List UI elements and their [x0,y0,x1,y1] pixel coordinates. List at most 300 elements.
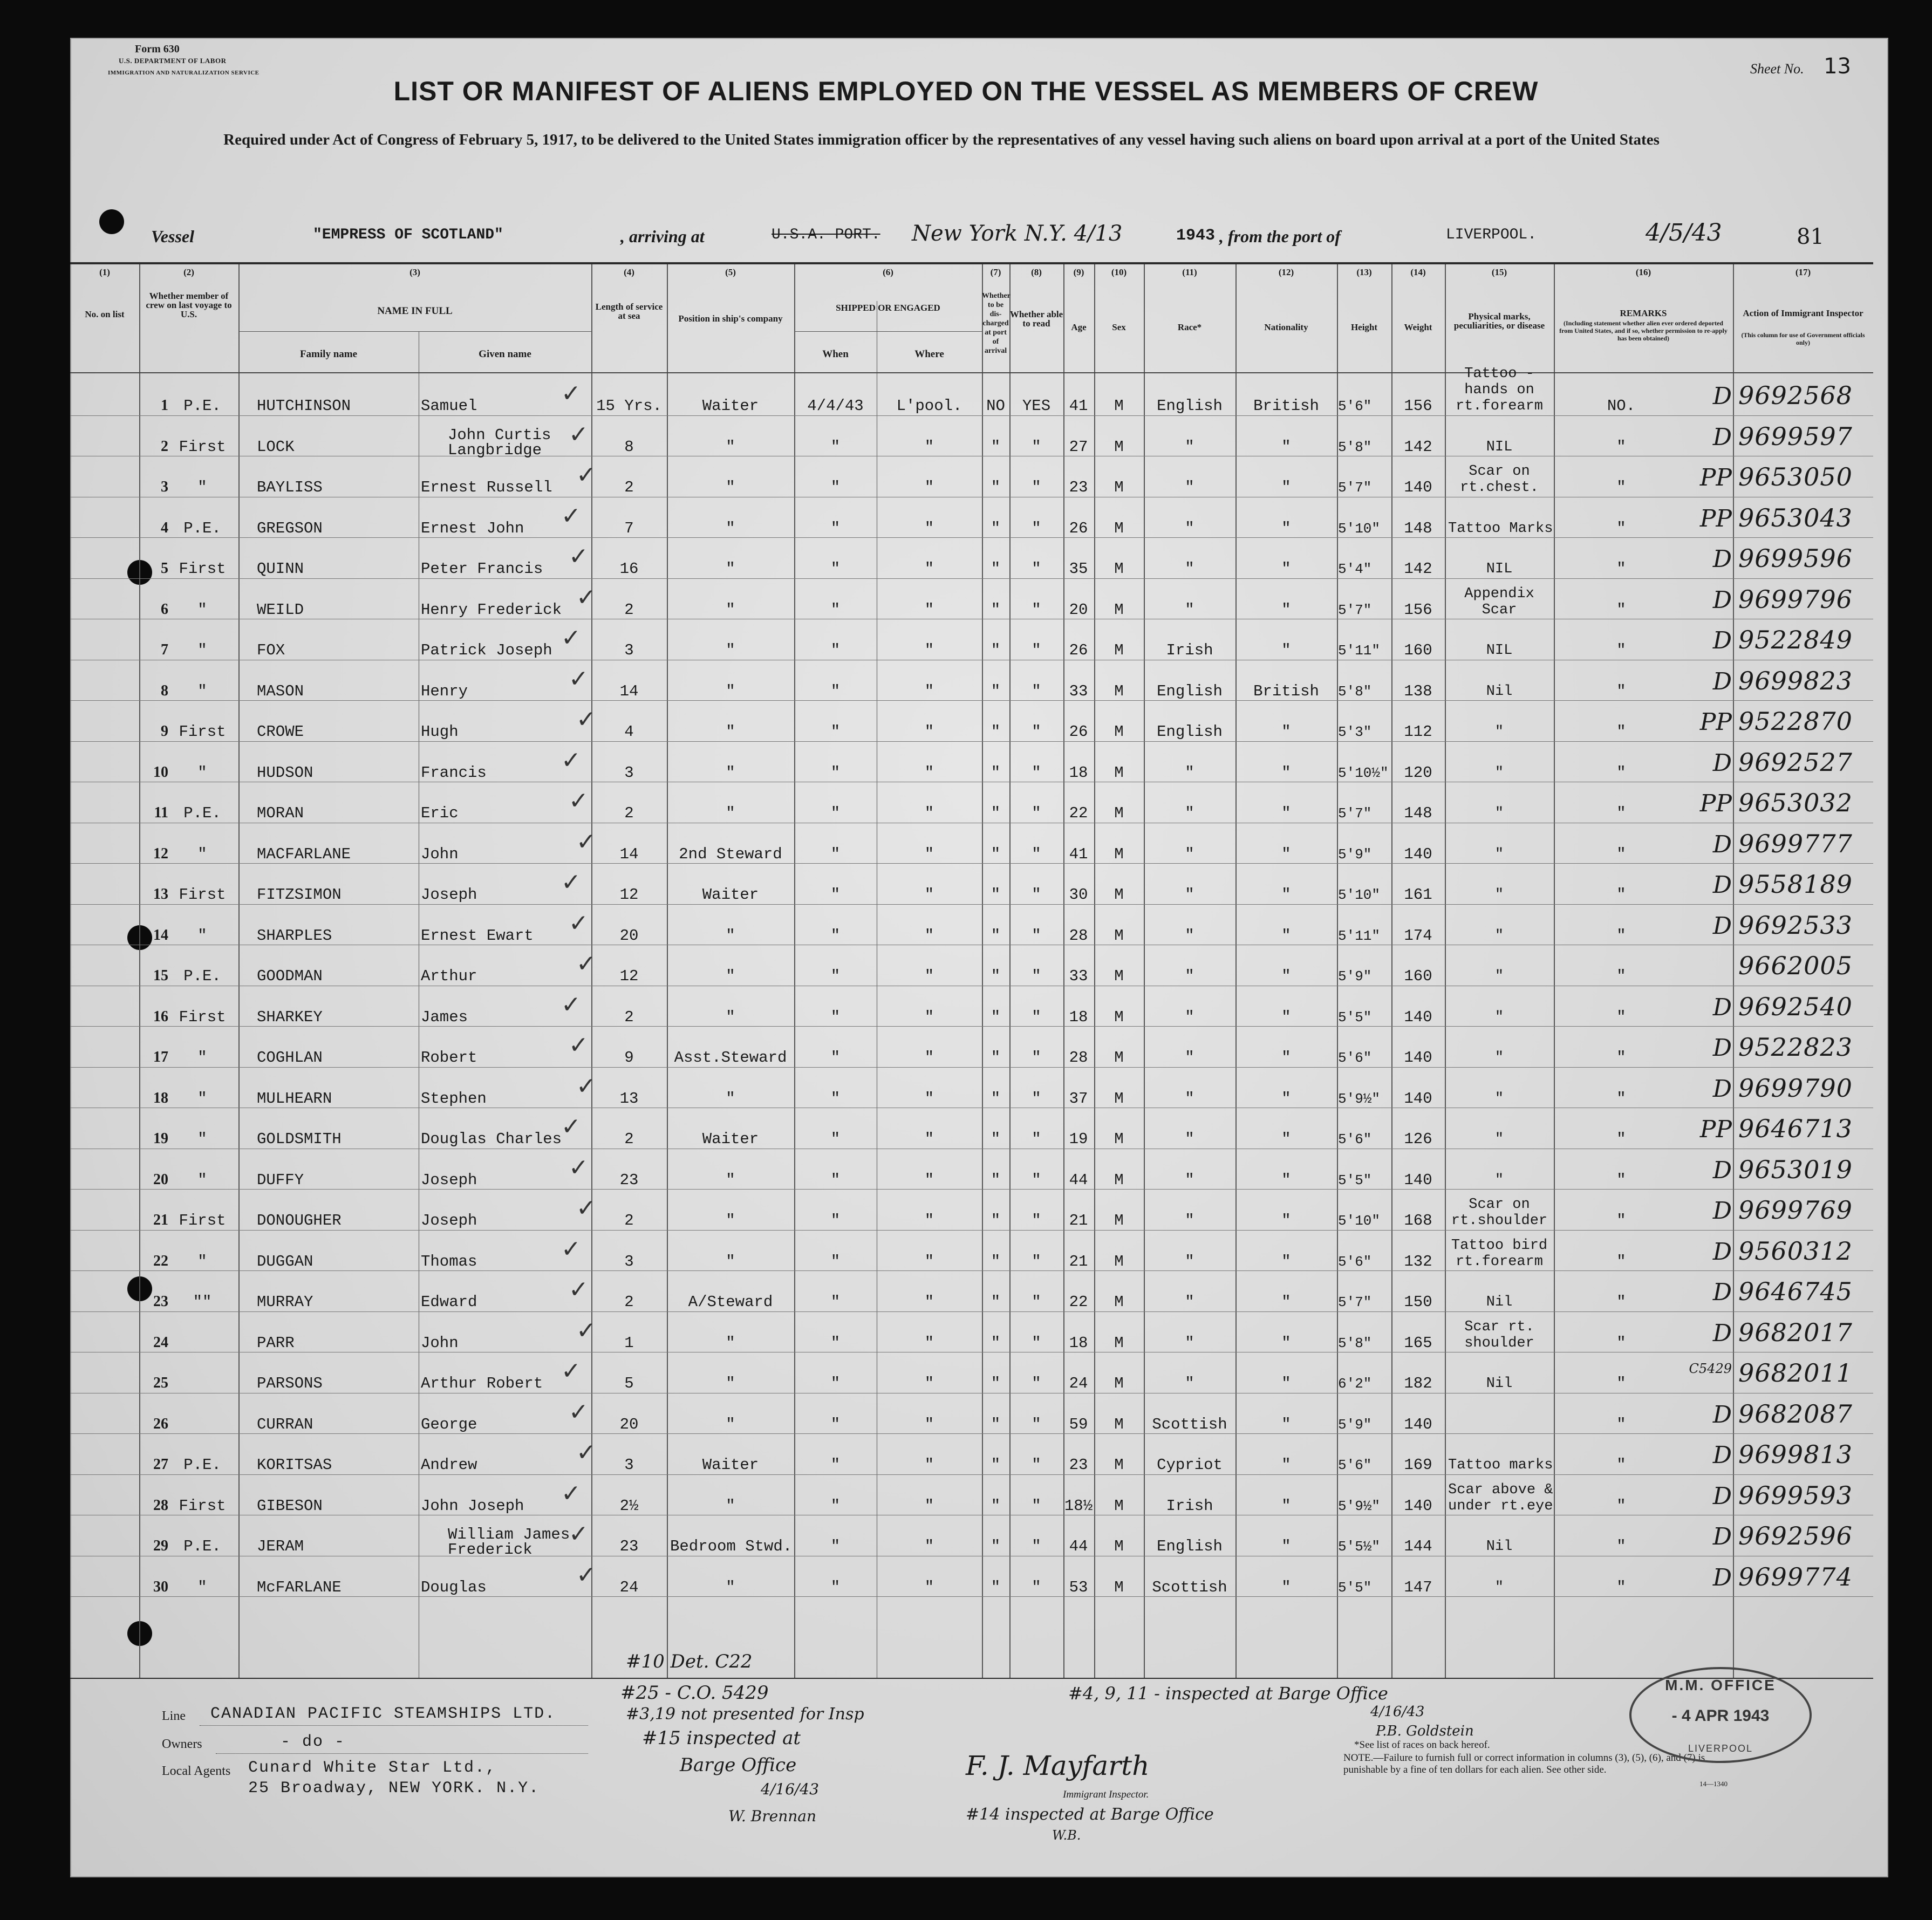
row-number: 20 [153,1171,168,1188]
inspector-action-number: 9692568 [1738,381,1853,410]
cell-sex: M [1114,1293,1124,1311]
header-family-name: Family name [299,349,358,360]
cell-remarks: " [1616,1578,1626,1596]
cell-when: " [830,1252,841,1270]
owners-label: Owners [162,1737,202,1751]
stamp-date: - 4 APR 1943 [1671,1707,1770,1725]
cell-prev: " [197,845,207,863]
cell-disch: " [991,886,1001,904]
cell-age: 28 [1069,926,1088,945]
cell-when: " [830,1130,841,1148]
inspector-mark: D [1712,1075,1732,1103]
row-rule [70,1596,1873,1597]
cell-age: 59 [1069,1415,1088,1433]
check-mark-icon: ✓ [569,665,589,693]
cell-when: " [830,1578,841,1596]
cell-race: " [1185,1049,1194,1067]
name-header-rule [238,331,591,332]
department-name: U.S. DEPARTMENT OF LABOR [119,57,227,65]
cell-weight: 165 [1404,1334,1432,1352]
cell-given: Joseph [421,886,477,904]
cell-prev: First [179,723,226,741]
cell-family: PARSONS [257,1375,323,1392]
manifest-footer [81,1651,1861,1877]
cell-prev: " [197,1049,207,1067]
cell-sex: M [1114,1578,1124,1596]
cell-race: Irish [1166,1497,1213,1515]
cell-remarks: " [1616,763,1626,782]
check-mark-icon: ✓ [576,828,596,856]
row-number: 29 [153,1538,168,1554]
column-number: (11) [1182,267,1197,277]
cell-where: " [924,682,934,700]
cell-given: Ernest Ewart [421,926,534,945]
row-number: 23 [153,1293,168,1310]
column-number: (5) [725,267,736,277]
cell-remarks: " [1616,438,1626,456]
cell-given-line2: Frederick [448,1541,533,1559]
cell-phys: " [1494,1090,1504,1107]
row-number: 8 [161,682,168,699]
header-discharged: Whether to be dis-charged at port of arrival [982,292,1011,355]
cell-prev: " [197,1089,207,1108]
cell-phys: NIL [1486,439,1513,455]
cell-height: 5'8" [1338,683,1372,700]
cell-read: " [1032,1415,1041,1433]
year: 1943 [1176,227,1216,245]
inspector-action-number: 9653032 [1738,788,1853,817]
check-mark-icon: ✓ [569,1520,589,1548]
cell-phys: " [1494,968,1504,985]
cell-prev: First [179,560,226,578]
column-rule [1554,264,1555,1678]
cell-position: Waiter [702,886,759,904]
cell-family: GOODMAN [257,967,323,985]
row-number: 15 [153,967,168,984]
inspector-action-number: 9522823 [1738,1033,1853,1062]
column-rule [667,264,668,1678]
cell-weight: 112 [1404,723,1432,741]
cell-age: 26 [1069,723,1088,741]
cell-height: 5'5" [1338,1579,1372,1596]
cell-given: John [421,1334,459,1352]
column-rule [139,264,140,1678]
cell-weight: 148 [1404,804,1432,822]
cell-remarks: " [1616,600,1626,619]
cell-disch: " [991,641,1001,659]
cell-family: HUDSON [257,763,313,782]
inspector-action-number: 9662005 [1738,951,1853,980]
document-title: LIST OR MANIFEST OF ALIENS EMPLOYED ON THE VESSEL AS MEMBERS OF CREW [393,76,1539,106]
column-rule [1445,264,1446,1678]
column-number: (12) [1278,267,1294,277]
cell-read: " [1032,1375,1041,1392]
cell-position: Bedroom Stwd. [670,1538,793,1555]
cell-disch: " [991,763,1001,782]
cell-phys: " [1494,1009,1504,1026]
cell-position: " [726,682,735,700]
cell-family: MULHEARN [257,1089,332,1108]
cell-weight: 144 [1404,1538,1432,1555]
inspector-mark: PP [1699,504,1732,532]
check-mark-icon: ✓ [561,1113,581,1140]
cell-when: " [830,967,841,985]
cell-where: " [924,560,934,578]
column-number: (6) [883,267,893,277]
cell-disch: " [991,1497,1001,1515]
cell-where: " [924,1130,934,1148]
cell-service: 3 [624,1456,634,1474]
cell-remarks: " [1616,1252,1626,1270]
cell-age: 22 [1069,804,1088,822]
line-label: Line [162,1709,186,1723]
header-name-in-full: NAME IN FULL [377,305,453,317]
cell-race: English [1157,682,1223,700]
cell-sex: M [1114,600,1124,619]
cell-age: 41 [1069,397,1088,415]
cell-read: " [1032,845,1041,863]
check-mark-icon: ✓ [576,706,596,733]
row-rule [70,1230,1873,1231]
cell-phys: Scar above & under rt.eye [1448,1481,1553,1514]
from-label: , from the port of [1219,227,1341,246]
check-mark-icon: ✓ [561,869,581,896]
check-mark-icon: ✓ [576,1072,596,1100]
cell-read: " [1032,1456,1041,1474]
cell-nat: " [1281,1008,1291,1026]
check-mark-icon: ✓ [561,1357,581,1385]
row-number: 12 [153,845,168,862]
check-mark-icon: ✓ [569,543,589,570]
check-mark-icon: ✓ [576,1561,596,1589]
cell-age: 20 [1069,600,1088,619]
cell-where: " [924,1334,934,1352]
check-mark-icon: ✓ [576,950,596,978]
cell-nat: " [1281,560,1291,578]
cell-disch: " [991,1538,1001,1555]
sheet-label: Sheet No. [1750,61,1804,77]
cell-where: " [924,886,934,904]
cell-given-line2: Langbridge [448,441,542,459]
cell-position: " [726,438,735,456]
cell-height: 5'10½" [1338,764,1389,781]
check-mark-icon: ✓ [561,624,581,652]
cell-when: " [830,1456,841,1474]
cell-remarks: " [1616,845,1626,863]
cell-given: Ernest Russell [421,479,552,496]
cell-read: " [1032,1130,1041,1148]
cell-disch: " [991,479,1001,496]
cell-sex: M [1114,926,1124,945]
cell-prev: First [179,1497,226,1515]
cell-position: " [726,967,735,985]
row-rule [70,700,1873,701]
cell-family: WEILD [257,600,304,619]
check-mark-icon: ✓ [561,990,581,1019]
cell-read: " [1032,723,1041,741]
cell-nat: " [1281,1415,1291,1433]
cell-when: " [830,1049,841,1067]
column-number: (1) [99,267,110,277]
vessel-line [81,219,1824,250]
cell-where: " [924,1375,934,1392]
inspector-mark: C5429 [1689,1361,1732,1376]
row-number: 6 [161,600,168,618]
cell-race: " [1185,519,1194,537]
cell-sex: M [1114,804,1124,822]
row-number: 11 [154,804,168,821]
cell-phys: Scar on rt.shoulder [1451,1197,1548,1229]
cell-read: " [1032,438,1041,456]
cell-service: 8 [624,438,634,456]
cell-phys: " [1494,887,1504,903]
cell-height: 5'7" [1338,480,1372,496]
cell-given: Joseph [421,1212,477,1229]
cell-position: Waiter [702,1456,759,1474]
cell-given: Hugh [421,723,459,741]
inspector-mark: D [1712,1279,1732,1306]
header-where: Where [914,349,944,360]
note-15-signature: W. Brennan [728,1807,817,1825]
inspector-mark: PP [1699,790,1732,817]
cell-race: " [1185,886,1194,904]
cell-family: SHARKEY [257,1008,323,1026]
cell-height: 5'5" [1338,1172,1372,1188]
cell-position: " [726,926,735,945]
row-number: 5 [161,560,168,577]
cell-prev: P.E. [183,967,221,985]
cell-sex: M [1114,845,1124,863]
inspector-action-number: 9699593 [1738,1480,1853,1510]
cell-disch: " [991,1008,1001,1026]
header-nationality: Nationality [1264,322,1308,332]
cell-where: " [924,519,934,537]
cell-service: 3 [624,641,634,659]
cell-read: " [1032,600,1041,619]
cell-when: " [830,1334,841,1352]
header-action: Action of Immigrant Inspector [1743,308,1863,318]
cell-weight: 140 [1404,1089,1432,1108]
cell-disch: " [991,1578,1001,1596]
header-height: Height [1350,322,1378,332]
cell-position: Waiter [702,1130,759,1148]
cell-race: " [1185,763,1194,782]
owners-value: - do - [281,1733,346,1751]
cell-given: Francis [421,763,487,782]
cell-sex: M [1114,886,1124,904]
cell-phys: Nil [1486,1539,1513,1555]
column-number: (2) [183,267,194,277]
cell-where: " [924,1578,934,1596]
cell-where: " [924,1089,934,1108]
cell-service: 2 [624,1293,634,1311]
cell-age: 18 [1069,1334,1088,1352]
cell-position: A/Steward [688,1293,773,1311]
cell-height: 5'3" [1338,724,1372,740]
cell-sex: M [1114,1375,1124,1392]
note-inspected: #4, 9, 11 - inspected at Barge Office [1068,1683,1388,1704]
cell-service: 2 [624,600,634,619]
check-mark-icon: ✓ [561,380,581,407]
cell-nat: " [1281,438,1291,456]
row-number: 4 [161,519,168,536]
cell-weight: 161 [1404,886,1432,904]
cell-given: Eric [421,804,459,822]
row-number: 1 [161,397,168,414]
row-number: 13 [153,886,168,903]
cell-age: 18 [1069,1008,1088,1026]
cell-phys: Appendix Scar [1464,585,1534,618]
cell-read: " [1032,886,1041,904]
cell-age: 24 [1069,1375,1088,1392]
cell-given: John Joseph [421,1497,524,1515]
inspector-action-number: 9692527 [1738,747,1853,777]
inspector-mark: PP [1699,708,1732,736]
cell-prev: " [197,1130,207,1148]
cell-service: 2½ [619,1497,639,1515]
cell-given: Samuel [421,397,477,415]
cell-family: CROWE [257,723,304,741]
cell-height: 5'9½" [1338,1090,1381,1107]
row-number: 3 [161,479,168,495]
cell-phys: " [1494,724,1504,740]
inspector-action-number: 9558189 [1738,870,1853,899]
header-remarks: REMARKS [1620,308,1667,318]
cell-disch: " [991,1212,1001,1229]
cell-service: 23 [619,1171,639,1189]
inspector-action-number: 9699813 [1738,1440,1853,1469]
cell-given: Robert [421,1049,477,1067]
cell-prev: " [197,763,207,782]
inspector-mark: D [1712,545,1732,573]
cell-family: CURRAN [257,1415,313,1433]
cell-weight: 156 [1404,600,1432,619]
check-mark-icon: ✓ [561,1235,581,1263]
cell-prev: P.E. [183,519,221,537]
cell-nat: " [1281,886,1291,904]
cell-disch: " [991,926,1001,945]
cell-race: " [1185,1375,1194,1392]
row-number: 24 [153,1334,168,1351]
agents-address: 25 Broadway, NEW YORK. N.Y. [248,1779,540,1798]
cell-service: 4 [624,723,634,741]
check-mark-icon: ✓ [569,1153,589,1181]
inspector-action-number: 9699823 [1738,666,1853,695]
cell-given: John [421,845,459,863]
cell-remarks: " [1616,886,1626,904]
cell-race: " [1185,479,1194,496]
cell-where: " [924,967,934,985]
cell-weight: 140 [1404,1171,1432,1189]
cell-sex: M [1114,1089,1124,1108]
agents-value: Cunard White Star Ltd., [248,1759,497,1777]
cell-remarks: " [1616,682,1626,700]
cell-race: " [1185,967,1194,985]
cell-sex: M [1114,723,1124,741]
cell-sex: M [1114,479,1124,496]
cell-age: 23 [1069,1456,1088,1474]
cell-where: " [924,1252,934,1270]
cell-remarks: " [1616,1089,1626,1108]
cell-position: Waiter [702,397,759,415]
row-rule [70,578,1873,579]
cell-race: " [1185,1130,1194,1148]
cell-age: 35 [1069,560,1088,578]
cell-weight: 132 [1404,1252,1432,1270]
cell-phys: Tattoo bird rt.forearm [1451,1237,1548,1270]
inspector-mark: D [1712,912,1732,940]
cell-read: " [1032,479,1041,496]
inspector-action-number: 9653050 [1738,462,1853,491]
header-able-to-read: Whether able to read [1009,309,1063,329]
cell-service: 5 [624,1375,634,1392]
cell-remarks: " [1616,804,1626,822]
cell-remarks: " [1616,1008,1626,1026]
cell-prev: " [197,1252,207,1270]
cell-race: " [1185,1212,1194,1229]
inspector-mark: D [1712,586,1732,614]
cell-position: " [726,723,735,741]
row-rule [70,904,1873,905]
column-number: (3) [409,267,420,277]
column-number: (4) [624,267,634,277]
cell-where: " [924,926,934,945]
cell-nat: " [1281,1130,1291,1148]
inspector-action-number: 9682011 [1738,1358,1853,1388]
check-mark-icon: ✓ [561,502,581,530]
header-rule [70,372,1873,373]
cell-phys: Scar on rt.chest. [1460,463,1539,496]
header-physical-marks: Physical marks, peculiarities, or disease [1453,311,1545,331]
cell-sex: M [1114,560,1124,578]
cell-family: GIBESON [257,1497,323,1515]
inspector-mark: D [1712,1523,1732,1550]
cell-service: 1 [624,1334,634,1352]
cell-disch: " [991,600,1001,619]
cell-race: English [1157,1538,1223,1555]
cell-race: " [1185,1252,1194,1270]
cell-service: 20 [619,1415,639,1433]
cell-when: " [830,1375,841,1392]
cell-weight: 142 [1404,438,1432,456]
cell-nat: " [1281,479,1291,496]
cell-remarks: " [1616,519,1626,537]
note-detained: #10 Det. C22 [626,1651,753,1672]
cell-remarks: " [1616,1293,1626,1311]
inspector-action-number: 9699597 [1738,421,1853,451]
cell-position: " [726,1415,735,1433]
cell-sex: M [1114,1212,1124,1229]
row-number: 21 [153,1212,168,1228]
cell-remarks: " [1616,926,1626,945]
cell-nat: " [1281,1293,1291,1311]
cell-height: 5'5" [1338,1009,1372,1026]
cell-age: 18 [1069,763,1088,782]
cell-read: " [1032,1008,1041,1026]
column-rule [982,264,983,1678]
cell-phys: " [1494,1050,1504,1066]
cell-phys: NIL [1486,561,1513,577]
cell-when: " [830,1089,841,1108]
cell-remarks: " [1616,1538,1626,1555]
cell-phys: Tattoo marks [1448,1457,1553,1473]
inspector-mark: D [1712,1441,1732,1469]
print-code: 14—1340 [1699,1780,1728,1788]
cell-disch: " [991,1334,1001,1352]
cell-prev: " [197,1171,207,1189]
cell-phys: Nil [1486,1376,1513,1392]
header-position: Position in ship's company [678,313,783,324]
